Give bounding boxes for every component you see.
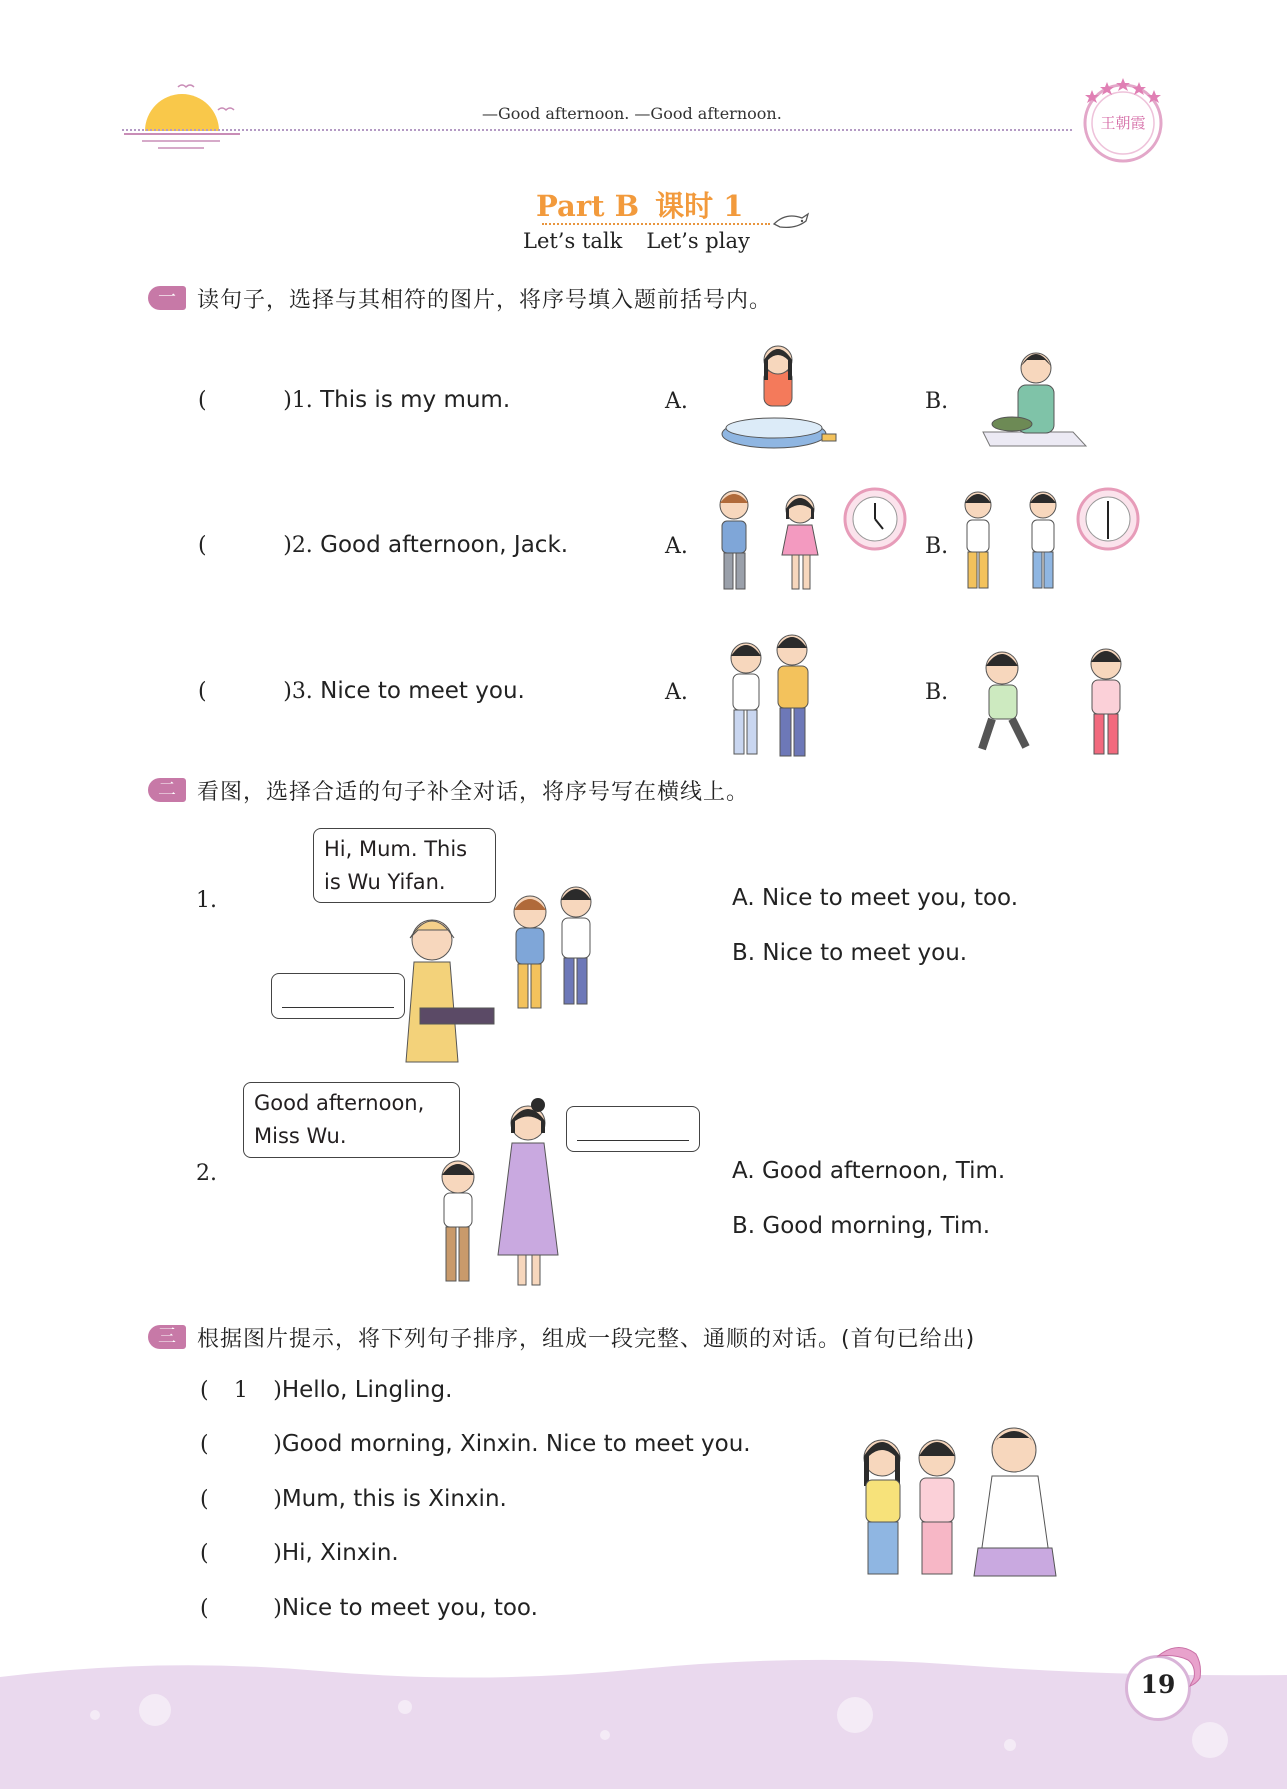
header-divider bbox=[122, 129, 1072, 131]
s2-q2-bubble-line1: Good afternoon, bbox=[254, 1091, 425, 1115]
s3-item-1-text: Hello, Lingling. bbox=[281, 1377, 453, 1403]
s2-q2-bubble-line2: Miss Wu. bbox=[254, 1124, 347, 1148]
s1-q3-text: Nice to meet you. bbox=[320, 678, 525, 704]
section3-badge: 三 bbox=[148, 1325, 186, 1349]
girls-and-mum-illustration bbox=[852, 1418, 1077, 1580]
s3-item-5: ( )Nice to meet you, too. bbox=[200, 1595, 538, 1621]
s2-q1-num: 1. bbox=[196, 888, 217, 913]
s1-q2-text: Good afternoon, Jack. bbox=[320, 532, 569, 558]
subtitle-play: Let’s play bbox=[646, 229, 750, 253]
kids-jumping-illustration bbox=[972, 640, 1142, 765]
s1-q1-num: 1. bbox=[291, 388, 313, 413]
lesson-subtitle bbox=[523, 229, 750, 253]
s1-q2-option-a[interactable]: A. bbox=[665, 534, 688, 559]
s1-q2-num: 2. bbox=[291, 533, 313, 558]
s2-q2-answer-bubble[interactable] bbox=[566, 1106, 700, 1152]
page-number: 19 bbox=[1140, 1670, 1176, 1699]
s1-q3-row: ( )3. Nice to meet you. bbox=[198, 678, 525, 704]
s3-item-2: ( )Good morning, Xinxin. Nice to meet you. bbox=[200, 1431, 751, 1457]
s3-item-4: ( )Hi, Xinxin. bbox=[200, 1540, 399, 1566]
s3-item-2-text: Good morning, Xinxin. Nice to meet you. bbox=[281, 1431, 751, 1457]
s2-q2-option-a[interactable]: A. Good afternoon, Tim. bbox=[732, 1158, 1006, 1184]
s2-q2-answer-line bbox=[577, 1140, 689, 1141]
mum-and-boys-illustration bbox=[380, 870, 610, 1070]
s1-q3-option-a[interactable]: A. bbox=[665, 680, 688, 705]
sunset-logo-icon bbox=[120, 80, 250, 155]
header-text: —Good afternoon. —Good afternoon. bbox=[482, 104, 782, 123]
part-label: Part B bbox=[536, 189, 640, 223]
brand-seal-text: 王朝霞 bbox=[1100, 114, 1146, 132]
dolphin-icon bbox=[772, 210, 812, 234]
s1-q1-option-a[interactable]: A. bbox=[665, 389, 688, 414]
dad-cooking-illustration bbox=[978, 340, 1088, 450]
s2-q2-num: 2. bbox=[196, 1161, 217, 1186]
brand-seal-icon bbox=[1080, 78, 1166, 164]
boy-and-teacher-illustration bbox=[420, 1095, 570, 1300]
s2-q1-bubble-line1: Hi, Mum. This bbox=[324, 837, 468, 861]
title-underline bbox=[542, 223, 770, 225]
part-title bbox=[536, 184, 759, 225]
s2-q1-bubble-line2: is Wu Yifan. bbox=[324, 870, 446, 894]
kids-afternoon-clock-a-illustration bbox=[708, 485, 908, 600]
s1-q1-row: ( )1. This is my mum. bbox=[198, 387, 511, 413]
s1-q2-row: ( )2. Good afternoon, Jack. bbox=[198, 532, 569, 558]
s2-q1-answer-line bbox=[282, 1007, 394, 1008]
s1-q3-option-b[interactable]: B. bbox=[925, 680, 949, 705]
s2-q1-option-a[interactable]: A. Nice to meet you, too. bbox=[732, 885, 1019, 911]
s3-item-5-text: Nice to meet you, too. bbox=[281, 1595, 538, 1621]
section1-instruction: 读句子，选择与其相符的图片，将序号填入题前括号内。 bbox=[197, 288, 773, 313]
s3-item-1-answer[interactable]: 1 bbox=[233, 1378, 248, 1403]
kids-afternoon-clock-b-illustration bbox=[958, 485, 1148, 600]
s1-q1-option-b[interactable]: B. bbox=[925, 389, 949, 414]
footer-wave bbox=[0, 1655, 1287, 1789]
section2-instruction: 看图，选择合适的句子补全对话，将序号写在横线上。 bbox=[197, 780, 750, 805]
s1-q3-num: 3. bbox=[291, 679, 313, 704]
section1-badge: 一 bbox=[148, 286, 186, 310]
subtitle-talk: Let’s talk bbox=[523, 229, 623, 253]
s1-q1-text: This is my mum. bbox=[320, 387, 511, 413]
section3-instruction: 根据图片提示，将下列句子排序，组成一段完整、通顺的对话。(首句已给出) bbox=[197, 1327, 976, 1352]
lesson-label: 课时 1 bbox=[655, 189, 744, 223]
s3-item-1: ( 1 )Hello, Lingling. bbox=[200, 1377, 453, 1403]
section2-badge: 二 bbox=[148, 778, 186, 802]
s3-item-4-text: Hi, Xinxin. bbox=[281, 1540, 399, 1566]
s2-q2-option-b[interactable]: B. Good morning, Tim. bbox=[732, 1213, 991, 1239]
s1-q2-option-b[interactable]: B. bbox=[925, 534, 949, 559]
s3-item-3-text: Mum, this is Xinxin. bbox=[281, 1486, 507, 1512]
s2-q1-option-b[interactable]: B. Nice to meet you. bbox=[732, 940, 968, 966]
boy-meets-man-illustration bbox=[718, 628, 828, 763]
mum-washing-illustration bbox=[712, 340, 847, 455]
s3-item-3: ( )Mum, this is Xinxin. bbox=[200, 1486, 507, 1512]
